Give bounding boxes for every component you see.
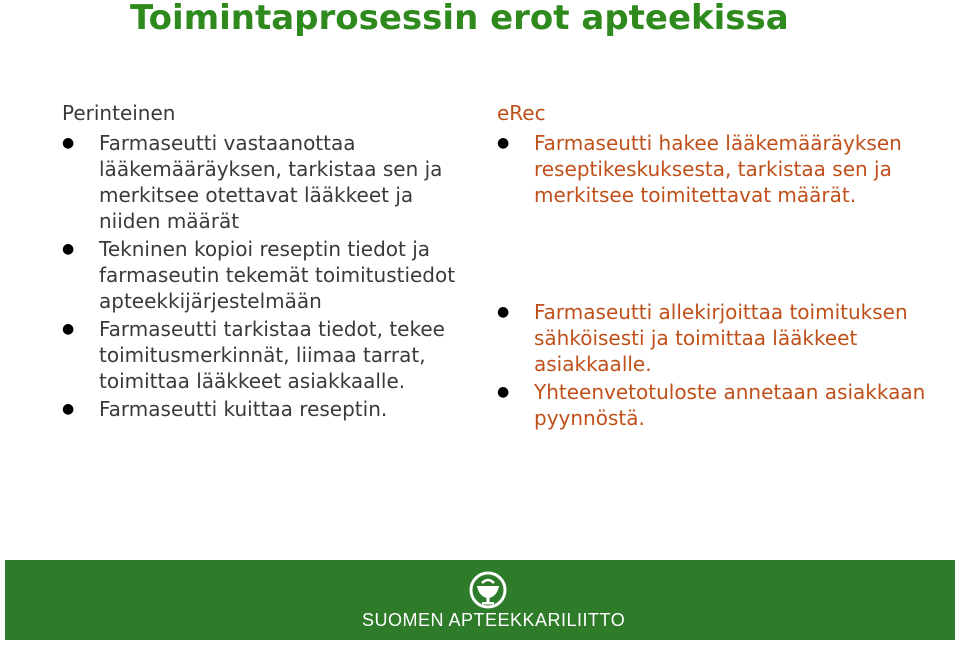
traditional-list <box>62 130 462 422</box>
apothecary-bowl-icon <box>468 570 508 610</box>
bullet-icon: ● <box>62 135 75 151</box>
slide-title: Toimintaprosessin erot apteekissa <box>130 0 789 38</box>
list-item-text: Farmaseutti hakee lääkemääräyksen reseptikeskuksesta, tarkistaa sen ja merkitsee toimitettavat määrät. <box>534 131 902 207</box>
list-item-text: Yhteenvetotuloste annetaan asiakkaan pyynnöstä. <box>534 380 926 430</box>
list-item-text: Farmaseutti tarkistaa tiedot, tekee toimitusmerkinnät, liimaa tarrat, toimittaa lääkkeet asiakkaalle. <box>99 317 445 393</box>
bullet-icon: ● <box>497 384 510 400</box>
list-item <box>62 396 462 422</box>
list-item <box>62 316 462 394</box>
bullet-icon: ● <box>497 304 510 320</box>
list-item <box>497 130 937 208</box>
footer-logo-text: SUOMEN APTEEKKARILIITTO <box>362 610 626 630</box>
list-item-text: Tekninen kopioi reseptin tiedot ja farmaseutin tekemät toimitustiedot apteekkijärjestelmään <box>99 237 456 313</box>
list-item <box>497 299 937 377</box>
right-column-erec <box>497 100 937 433</box>
bullet-icon: ● <box>62 241 75 257</box>
bullet-icon: ● <box>62 321 75 337</box>
list-item-text: Farmaseutti kuittaa reseptin. <box>99 397 388 421</box>
list-item <box>62 236 462 314</box>
bullet-icon: ● <box>497 135 510 151</box>
list-item-text: Farmaseutti allekirjoittaa toimituksen sähköisesti ja toimittaa lääkkeet asiakkaalle. <box>534 300 908 376</box>
footer-banner <box>5 560 955 640</box>
list-item <box>497 379 937 431</box>
erec-list <box>497 130 937 431</box>
left-column-heading: Perinteinen <box>62 101 176 125</box>
bullet-icon: ● <box>62 401 75 417</box>
list-item <box>62 130 462 234</box>
right-column-heading: eRec <box>497 101 546 125</box>
left-column-traditional <box>62 100 462 424</box>
list-item-text: Farmaseutti vastaanottaa lääkemääräyksen, tarkistaa sen ja merkitsee otettavat lääkkeet ja niiden määrät <box>99 131 443 233</box>
